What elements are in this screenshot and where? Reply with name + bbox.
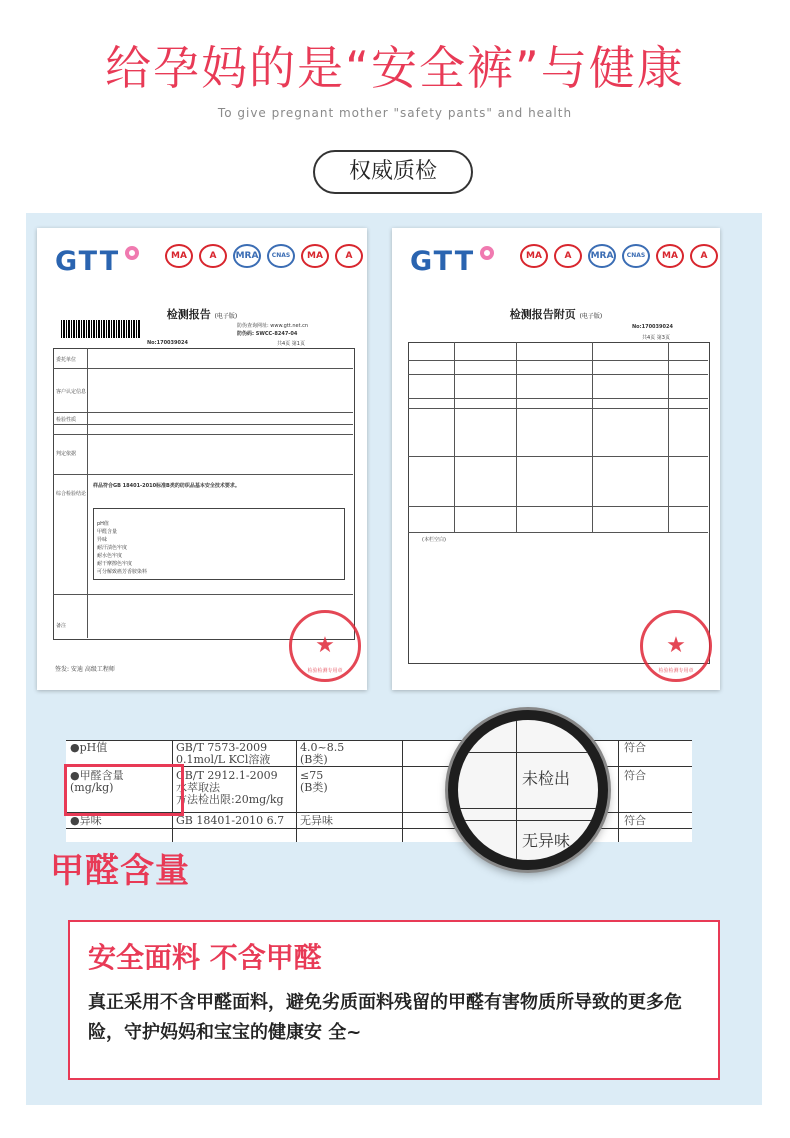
official-stamp: ★ 检验检测专用章 [289,610,361,682]
gtt-flower-icon [125,246,139,260]
page-count: 共4页 第3页 [642,335,670,341]
info-body: 真正采用不含甲醛面料，避免劣质面料残留的甲醛有害物质所导致的更多危险，守护妈妈和宝宝的健康安 全~ [88,992,682,1043]
row-label: 客户认定信息 [56,389,87,395]
cert-ma-icon: MA [520,244,548,268]
magnified-result: 无异味 [522,831,571,850]
gtt-flower-icon [480,246,494,260]
test-report-appendix [392,228,720,690]
cert-a-icon: A [554,244,582,268]
appendix-heading: 检测报告附页 (电子版) [509,308,603,321]
cert-ma-icon: MA [165,244,193,268]
limit-cell: 无异味 [300,814,333,827]
item-cell: 可分解致癌芳香胺染料 [97,569,148,575]
section-label: 权威质检 [313,150,473,194]
gtt-logo: GTT [55,246,121,277]
page-subtitle: To give pregnant mother "safety pants" and health [217,106,573,120]
item-cell: 耐水色牢度 [97,553,123,559]
magnified-result: 未检出 [522,769,571,788]
report-table [53,348,355,640]
item-cell: 耐汗渍色牢度 [97,545,128,551]
item-cell: 异味 [97,537,108,543]
item-cell: ●异味 [70,814,102,827]
method-cell: GB/T 7573-2009 0.1mol/L KCl溶液 [176,741,271,766]
cert-ma-icon: MA [656,244,684,268]
signer: 签发: 安迪 高级工程师 [55,666,115,673]
row-label: 检验性质 [56,417,77,423]
cert-a-icon: A [199,244,227,268]
formaldehyde-label: 甲醛含量 [50,851,190,891]
cert-mra-icon: MRA [588,244,616,268]
item-cell: 耐干摩擦色牢度 [97,561,133,567]
limit-cell: ≤75 (B类) [300,769,328,794]
cert-mra-icon: MRA [233,244,261,268]
row-label: 委托单位 [56,357,77,363]
item-cell: ●甲醛含量 (mg/kg) [70,769,124,794]
certificate-panel [26,213,762,1105]
cert-ma-icon: MA [301,244,329,268]
item-cell: ●pH值 [70,741,108,754]
verdict-cell: 符合 [624,814,646,827]
blank-note: (本栏空白) [422,537,446,543]
report-number: No:170039024 [147,340,188,346]
formaldehyde-highlight-box [64,764,184,816]
cert-a-icon: A [335,244,363,268]
barcode [61,320,141,338]
item-cell: 甲醛含量 [97,529,118,535]
star-icon: ★ [666,633,686,658]
report-heading: 检测报告 (电子版) [166,308,238,321]
cert-cnas-icon: CNAS [267,244,295,268]
page-count: 共4页 第1页 [277,341,305,347]
star-icon: ★ [315,633,335,658]
verdict-cell: 符合 [624,769,646,782]
conclusion-text: 样品符合GB 18401-2010标准B类的纺织品基本安全技术要求。 [93,483,240,489]
info-title: 安全面料 不含甲醛 [88,941,322,974]
official-stamp: ★ 检验检测专用章 [640,610,712,682]
cert-cnas-icon: CNAS [622,244,650,268]
row-label: 综合检验结论 [56,491,87,497]
row-label: 备注 [56,623,67,629]
method-cell: GB/T 2912.1-2009 水萃取法 方法检出限:20mg/kg [176,769,284,806]
test-report-page-1 [37,228,367,690]
verdict-cell: 符合 [624,741,646,754]
page-title: 给孕妈的是“安全裤”与健康 [105,41,685,95]
limit-cell: 4.0~8.5 (B类) [300,741,345,766]
magnifier-glass [448,710,608,870]
verify-code: 防伪码: SWCC-8247-04 [237,331,298,337]
method-cell: GB 18401-2010 6.7 [176,814,285,827]
row-label: 判定依据 [56,451,77,457]
cert-a-icon: A [690,244,718,268]
item-cell: pH值 [97,521,109,527]
gtt-logo: GTT [410,246,476,277]
verify-site: 防伪查询网址: www.gtt.net.cn [237,323,309,329]
info-box [68,920,720,1080]
report-number: No:170039024 [632,324,673,330]
